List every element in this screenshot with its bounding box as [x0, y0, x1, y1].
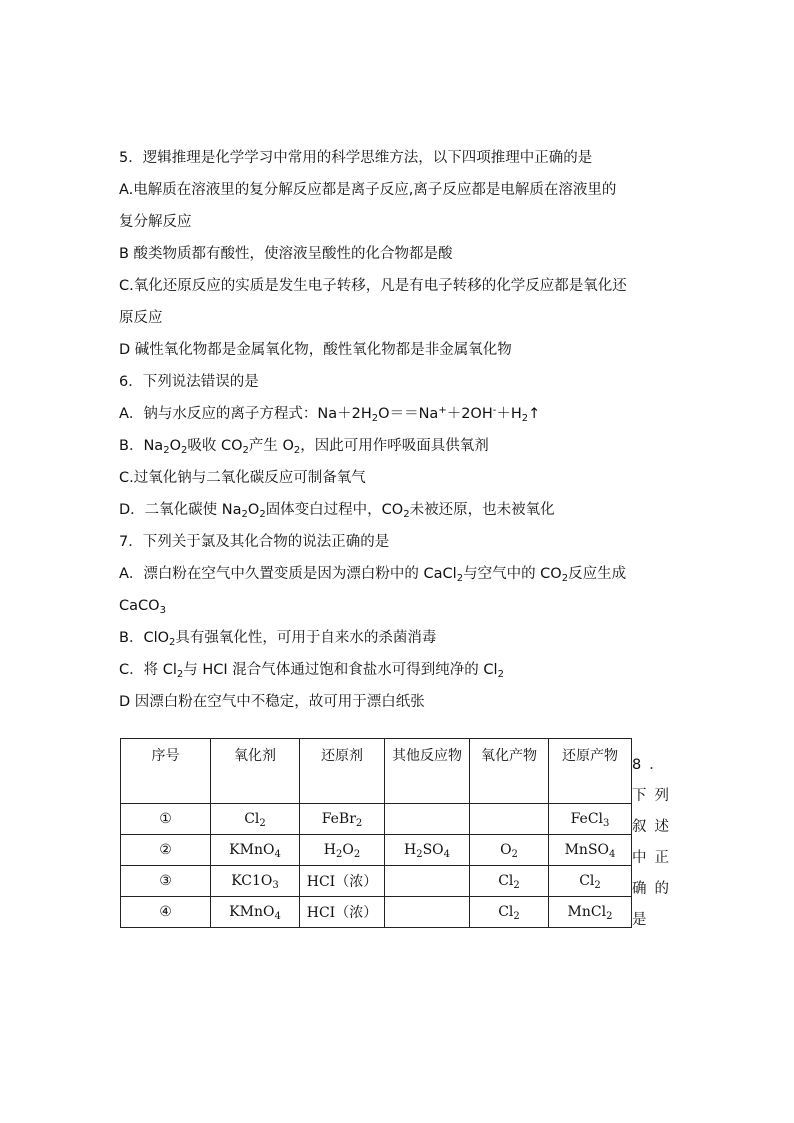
cell-reduction-product: FeCl$_3$: [549, 804, 632, 835]
q5-option-b: B 酸类物质都有酸性，使溶液呈酸性的化合物都是酸: [119, 246, 453, 262]
table-row: [121, 897, 632, 928]
q6-option-c: C.过氧化钠与二氧化碳反应可制备氧气: [119, 470, 366, 486]
q7-option-c: C．将 $Cl_2$与 HCI 混合气体通过饱和食盐水可得到纯净的 $Cl_2$: [119, 662, 504, 680]
cell-oxidant: KMnO$_4$: [211, 835, 300, 866]
cell-other-reactant: [385, 897, 470, 928]
q7-option-b: B．ClO$_2$具有强氧化性，可用于自来水的杀菌消毒: [119, 630, 437, 648]
table-row: [121, 866, 632, 897]
q7-option-a: A．漂白粉在空气中久置变质是因为漂白粉中的 CaCl$_2$与空气中的 $CO_2$反应生成: [119, 566, 627, 584]
q5-option-a-cont: 复分解反应: [119, 214, 192, 230]
row-index: ②: [121, 835, 211, 866]
header-reductant: 还原剂: [300, 739, 385, 804]
cell-reductant: FeBr$_2$: [300, 804, 385, 835]
row-index: ③: [121, 866, 211, 897]
header-oxidant: 氧化剂: [211, 739, 300, 804]
cell-reductant: HCI（浓）: [300, 866, 385, 897]
row-index: ①: [121, 804, 211, 835]
cell-reduction-product: $Cl_2$: [549, 866, 632, 897]
header-index: 序号: [121, 739, 211, 804]
q6-stem: 6．下列说法错误的是: [119, 374, 259, 390]
cell-reductant: $H_2O_2$: [300, 835, 385, 866]
cell-oxidation-product: [470, 804, 549, 835]
q5-option-a: A.电解质在溶液里的复分解反应都是离子反应,离子反应都是电解质在溶液里的: [119, 182, 617, 198]
cell-other-reactant: $H_2SO_4$: [385, 835, 470, 866]
cell-other-reactant: [385, 866, 470, 897]
q7-stem: 7．下列关于氯及其化合物的说法正确的是: [119, 534, 390, 550]
q5-stem: 5．逻辑推理是化学学习中常用的科学思维方法，以下四项推理中正确的是: [119, 150, 593, 166]
cell-reductant: HCI（浓）: [300, 897, 385, 928]
header-reduction-product: 还原产物: [549, 739, 632, 804]
cell-oxidation-product: $O_2$: [470, 835, 549, 866]
header-other-reactant: 其他反应物: [385, 739, 470, 804]
q8-stem: 8．下列叙述中正确的是: [632, 757, 677, 928]
q7-option-d: D 因漂白粉在空气中不稳定，故可用于漂白纸张: [119, 694, 425, 710]
header-oxidation-product: 氧化产物: [470, 739, 549, 804]
cell-reduction-product: MnCl$_2$: [549, 897, 632, 928]
cell-other-reactant: [385, 804, 470, 835]
q5-option-c-cont: 原反应: [119, 310, 163, 326]
row-index: ④: [121, 897, 211, 928]
cell-oxidant: $KC1O_3$: [211, 866, 300, 897]
cell-oxidation-product: $Cl_2$: [470, 866, 549, 897]
q6-option-b: B．$Na_2O_2$吸收 $CO_2$产生 $O_2$，因此可用作呼吸面具供氧剂: [119, 438, 489, 456]
q6-option-d: D．二氧化碳使 $Na_2O_2$固体变白过程中，$CO_2$未被还原，也未被氧化: [119, 502, 555, 520]
q7-option-a-cont: CaCO$_3$: [119, 598, 166, 616]
q5-option-d: D 碱性氧化物都是金属氧化物，酸性氧化物都是非金属氧化物: [119, 342, 512, 358]
table-row: [121, 804, 632, 835]
reaction-table: [120, 738, 632, 928]
cell-reduction-product: MnSO$_4$: [549, 835, 632, 866]
cell-oxidant: $Cl_2$: [211, 804, 300, 835]
q6-option-a: A．钠与水反应的离子方程式：$Na+2H_2O==Na^++2OH^-+H_2↑$: [119, 405, 541, 424]
q5-option-c: C.氧化还原反应的实质是发生电子转移，凡是有电子转移的化学反应都是氧化还: [119, 278, 627, 294]
table-header-row: [121, 739, 632, 804]
table-row: [121, 835, 632, 866]
cell-oxidant: KMnO$_4$: [211, 897, 300, 928]
cell-oxidation-product: $Cl_2$: [470, 897, 549, 928]
